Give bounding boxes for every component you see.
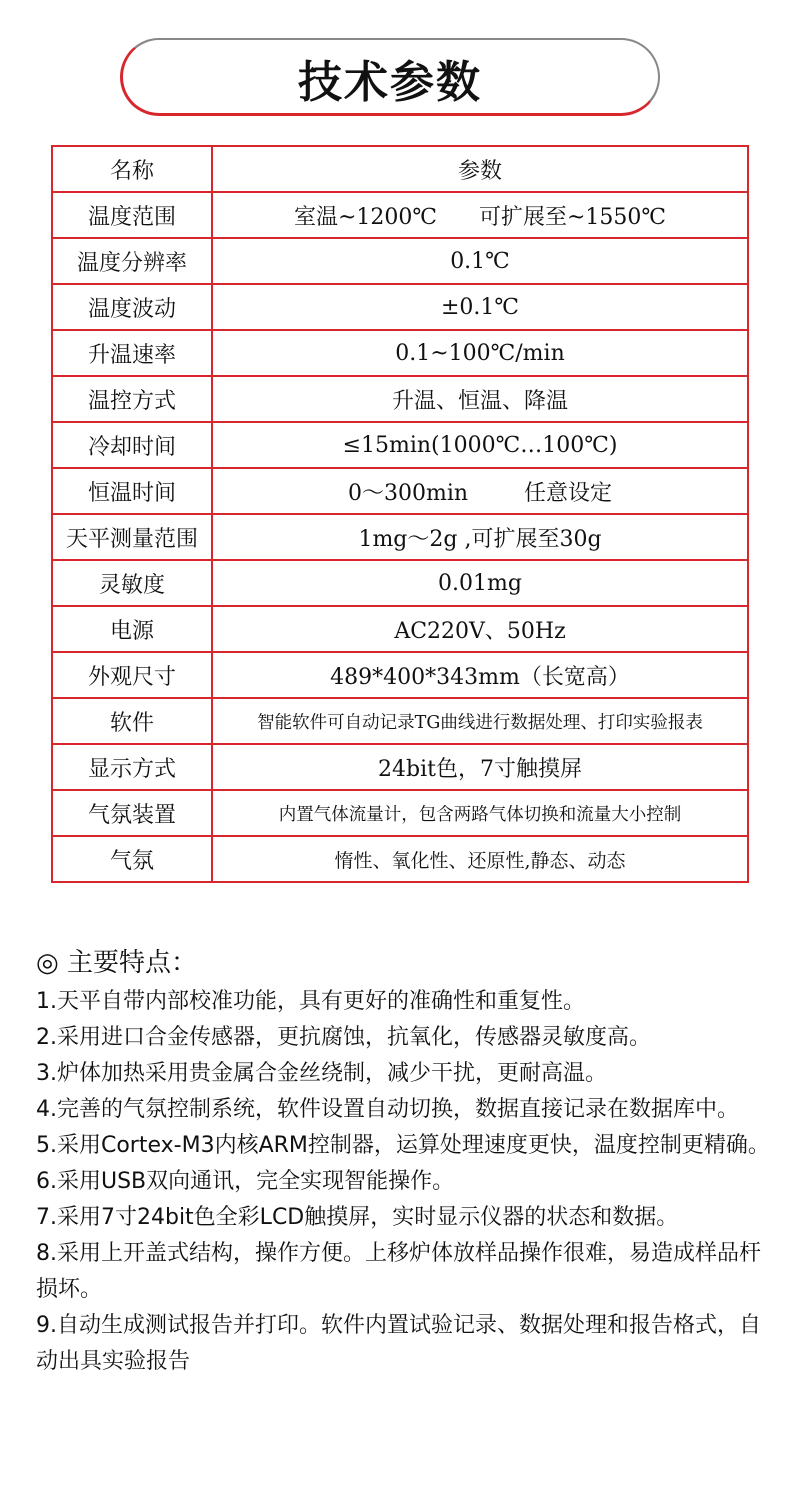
page-title: 技术参数 (298, 57, 482, 108)
row-name: 升温速率 (52, 330, 212, 376)
row-value: ±0.1℃ (212, 284, 748, 330)
row-value: 惰性、氧化性、还原性,静态、动态 (212, 836, 748, 882)
row-value: 0.1~100℃/min (212, 330, 748, 376)
table-row (52, 238, 748, 284)
row-name: 显示方式 (52, 744, 212, 790)
row-name: 恒温时间 (52, 468, 212, 514)
table-row (52, 560, 748, 606)
title-banner (120, 38, 660, 116)
row-value: 0～300min 任意设定 (212, 468, 748, 514)
row-value: 0.1℃ (212, 238, 748, 284)
table-row (52, 284, 748, 330)
table-row (52, 422, 748, 468)
feature-item: 7.采用7寸24bit色全彩LCD触摸屏，实时显示仪器的状态和数据。 (36, 1205, 679, 1230)
feature-item: 8.采用上开盖式结构，操作方便。上移炉体放样品操作很难，易造成样品杆损坏。 (36, 1241, 761, 1302)
features-list (36, 984, 778, 1380)
row-value: AC220V、50Hz (212, 606, 748, 652)
spec-table (51, 145, 749, 883)
table-row (52, 376, 748, 422)
row-value: 489*400*343mm（长宽高） (212, 652, 748, 698)
table-header-row (52, 146, 748, 192)
table-row (52, 652, 748, 698)
feature-item: 4.完善的气氛控制系统，软件设置自动切换，数据直接记录在数据库中。 (36, 1097, 739, 1122)
feature-item: 6.采用USB双向通讯，完全实现智能操作。 (36, 1169, 455, 1194)
row-name: 温度波动 (52, 284, 212, 330)
row-name: 温度范围 (52, 192, 212, 238)
feature-item: 3.炉体加热采用贵金属合金丝绕制，减少干扰，更耐高温。 (36, 1061, 607, 1086)
row-name: 气氛装置 (52, 790, 212, 836)
row-name: 气氛 (52, 836, 212, 882)
features-heading: ◎ 主要特点： (36, 948, 197, 978)
table-row (52, 330, 748, 376)
row-name: 电源 (52, 606, 212, 652)
table-row (52, 468, 748, 514)
row-name: 外观尺寸 (52, 652, 212, 698)
table-row (52, 790, 748, 836)
feature-item: 9.自动生成测试报告并打印。软件内置试验记录、数据处理和报告格式，自动出具实验报告 (36, 1313, 761, 1374)
row-name: 灵敏度 (52, 560, 212, 606)
table-row (52, 744, 748, 790)
row-name: 冷却时间 (52, 422, 212, 468)
table-row (52, 192, 748, 238)
row-value: 升温、恒温、降温 (212, 376, 748, 422)
feature-item: 1.天平自带内部校准功能，具有更好的准确性和重复性。 (36, 989, 585, 1014)
row-value: 室温~1200℃ 可扩展至~1550℃ (212, 192, 748, 238)
row-value: 0.01mg (212, 560, 748, 606)
row-value: 智能软件可自动记录TG曲线进行数据处理、打印实验报表 (212, 698, 748, 744)
row-value: 内置气体流量计，包含两路气体切换和流量大小控制 (212, 790, 748, 836)
feature-item: 2.采用进口合金传感器，更抗腐蚀，抗氧化，传感器灵敏度高。 (36, 1025, 651, 1050)
row-name: 温度分辨率 (52, 238, 212, 284)
header-value: 参数 (212, 146, 748, 192)
row-value: ≤15min(1000℃…100℃) (212, 422, 748, 468)
row-value: 24bit色，7寸触摸屏 (212, 744, 748, 790)
table-row (52, 606, 748, 652)
feature-item: 5.采用Cortex-M3内核ARM控制器，运算处理速度更快，温度控制更精确。 (36, 1133, 770, 1158)
table-row (52, 836, 748, 882)
table-row (52, 698, 748, 744)
header-name: 名称 (52, 146, 212, 192)
row-name: 软件 (52, 698, 212, 744)
table-row (52, 514, 748, 560)
row-value: 1mg～2g ,可扩展至30g (212, 514, 748, 560)
row-name: 天平测量范围 (52, 514, 212, 560)
row-name: 温控方式 (52, 376, 212, 422)
